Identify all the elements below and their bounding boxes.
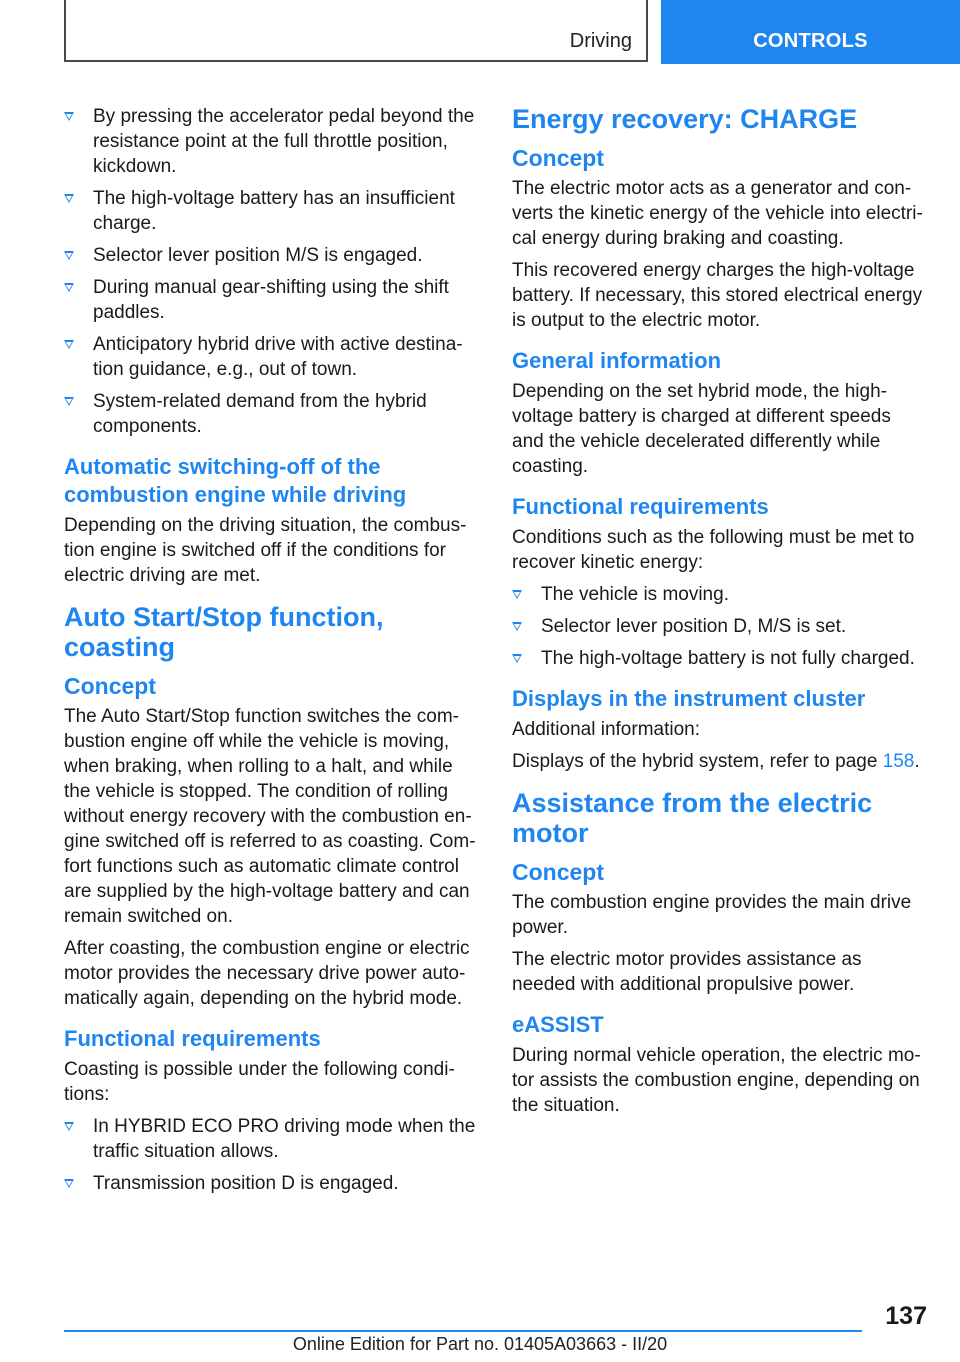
triangle-bullet-icon [512, 622, 522, 631]
triangle-bullet-icon [64, 194, 74, 203]
heading-concept: Concept [512, 145, 604, 171]
paragraph-displays-2: Displays of the hybrid system, refer to page 158. [512, 751, 920, 772]
paragraph-assist-1: The combustion engine provides the main drive power. [512, 892, 912, 938]
paragraph-concept-1: The Auto Start/Stop function switches the combustion engine off while the vehicle is moving, when braking, when rolling to a halt, and while the vehicle is stopped. The condition of rolling without energy recovery with the combustion engine switched off is referred to as coasting. Comfort functions such as automatic climate control are supplied by the high-voltage battery and can remain switched on. [64, 706, 476, 927]
paragraph-eassist: During normal vehicle operation, the electric motor assists the combustion engine, depending on the situation. [512, 1045, 921, 1116]
list-item: The high-voltage battery is not fully charged. [512, 646, 926, 671]
paragraph-general-information: Depending on the set hybrid mode, the high-voltage battery is charged at different speeds and the vehicle decelerated differently while coasting. [512, 381, 891, 477]
page-number: 137 [885, 1302, 927, 1330]
triangle-bullet-icon [64, 1179, 74, 1188]
coasting-conditions-list [64, 1114, 478, 1196]
header-chapter-label: CONTROLS [753, 30, 868, 52]
kickdown-conditions-list [64, 104, 478, 439]
heading-functional-requirements: Functional requirements [512, 494, 769, 519]
heading-assistance: Assistance from the electric motor [512, 788, 873, 848]
list-item: Selector lever position M/S is engaged. [64, 243, 478, 268]
heading-concept: Concept [64, 673, 156, 699]
paragraph-assist-2: The electric motor provides assistance as needed with additional propulsive power. [512, 949, 862, 995]
list-item: During manual gear-shifting using the shift paddles. [64, 275, 478, 325]
paragraph-concept-1: The electric motor acts as a generator and converts the kinetic energy of the vehicle into electrical energy during braking and coasting. [512, 178, 923, 249]
triangle-bullet-icon [64, 1122, 74, 1131]
list-item: The high-voltage battery has an insufficient charge. [64, 186, 478, 236]
heading-concept-2: Concept [512, 859, 604, 885]
triangle-bullet-icon [64, 251, 74, 260]
list-item: Transmission position D is engaged. [64, 1171, 478, 1196]
header-chapter-tab [661, 0, 960, 64]
paragraph-concept-2: After coasting, the combustion engine or electric motor provides the necessary drive power automatically again, depending on the hybrid mode. [64, 938, 470, 1009]
list-item: The vehicle is moving. [512, 582, 926, 607]
list-item: Selector lever position D, M/S is set. [512, 614, 926, 639]
list-item: By pressing the accelerator pedal beyond the resistance point at the full throttle position, kickdown. [64, 104, 478, 179]
header-section-box [64, 0, 648, 62]
header-section-title: Driving [569, 30, 632, 52]
paragraph-auto-switch-off: Depending on the driving situation, the combustion engine is switched off if the conditions for electric driving are met. [64, 515, 467, 586]
heading-displays: Displays in the instrument cluster [512, 686, 866, 711]
triangle-bullet-icon [512, 654, 522, 663]
footer-divider [64, 1330, 862, 1332]
heading-general-information: General information [512, 348, 722, 373]
heading-energy-recovery: Energy recovery: CHARGE [512, 104, 858, 134]
triangle-bullet-icon [512, 590, 522, 599]
heading-auto-start-stop: Auto Start/Stop function, coasting [64, 602, 384, 662]
heading-functional-requirements: Functional requirements [64, 1026, 321, 1051]
triangle-bullet-icon [64, 112, 74, 121]
triangle-bullet-icon [64, 340, 74, 349]
list-item: Anticipatory hybrid drive with active destination guidance, e.g., out of town. [64, 332, 478, 382]
triangle-bullet-icon [64, 397, 74, 406]
paragraph-functional-requirements: Coasting is possible under the following conditions: [64, 1059, 455, 1105]
list-item: In HYBRID ECO PRO driving mode when the traffic situation allows. [64, 1114, 478, 1164]
triangle-bullet-icon [64, 283, 74, 292]
paragraph-concept-2: This recovered energy charges the high-voltage battery. If necessary, this stored electrical energy is output to the electric motor. [512, 260, 923, 331]
footer-edition: Online Edition for Part no. 01405A03663 - II/20 [292, 1334, 668, 1354]
heading-eassist: eASSIST [512, 1012, 604, 1037]
paragraph-displays-1: Additional information: [512, 719, 700, 740]
list-item: System-related demand from the hybrid components. [64, 389, 478, 439]
heading-auto-switch-off: Automatic switching-off of the combustion engine while driving [64, 454, 407, 507]
recovery-conditions-list [512, 582, 926, 671]
page-reference-link[interactable]: 158 [882, 751, 915, 772]
right-column [512, 104, 926, 1125]
paragraph-functional-requirements: Conditions such as the following must be met to recover kinetic energy: [512, 527, 915, 573]
left-column [64, 104, 478, 1203]
